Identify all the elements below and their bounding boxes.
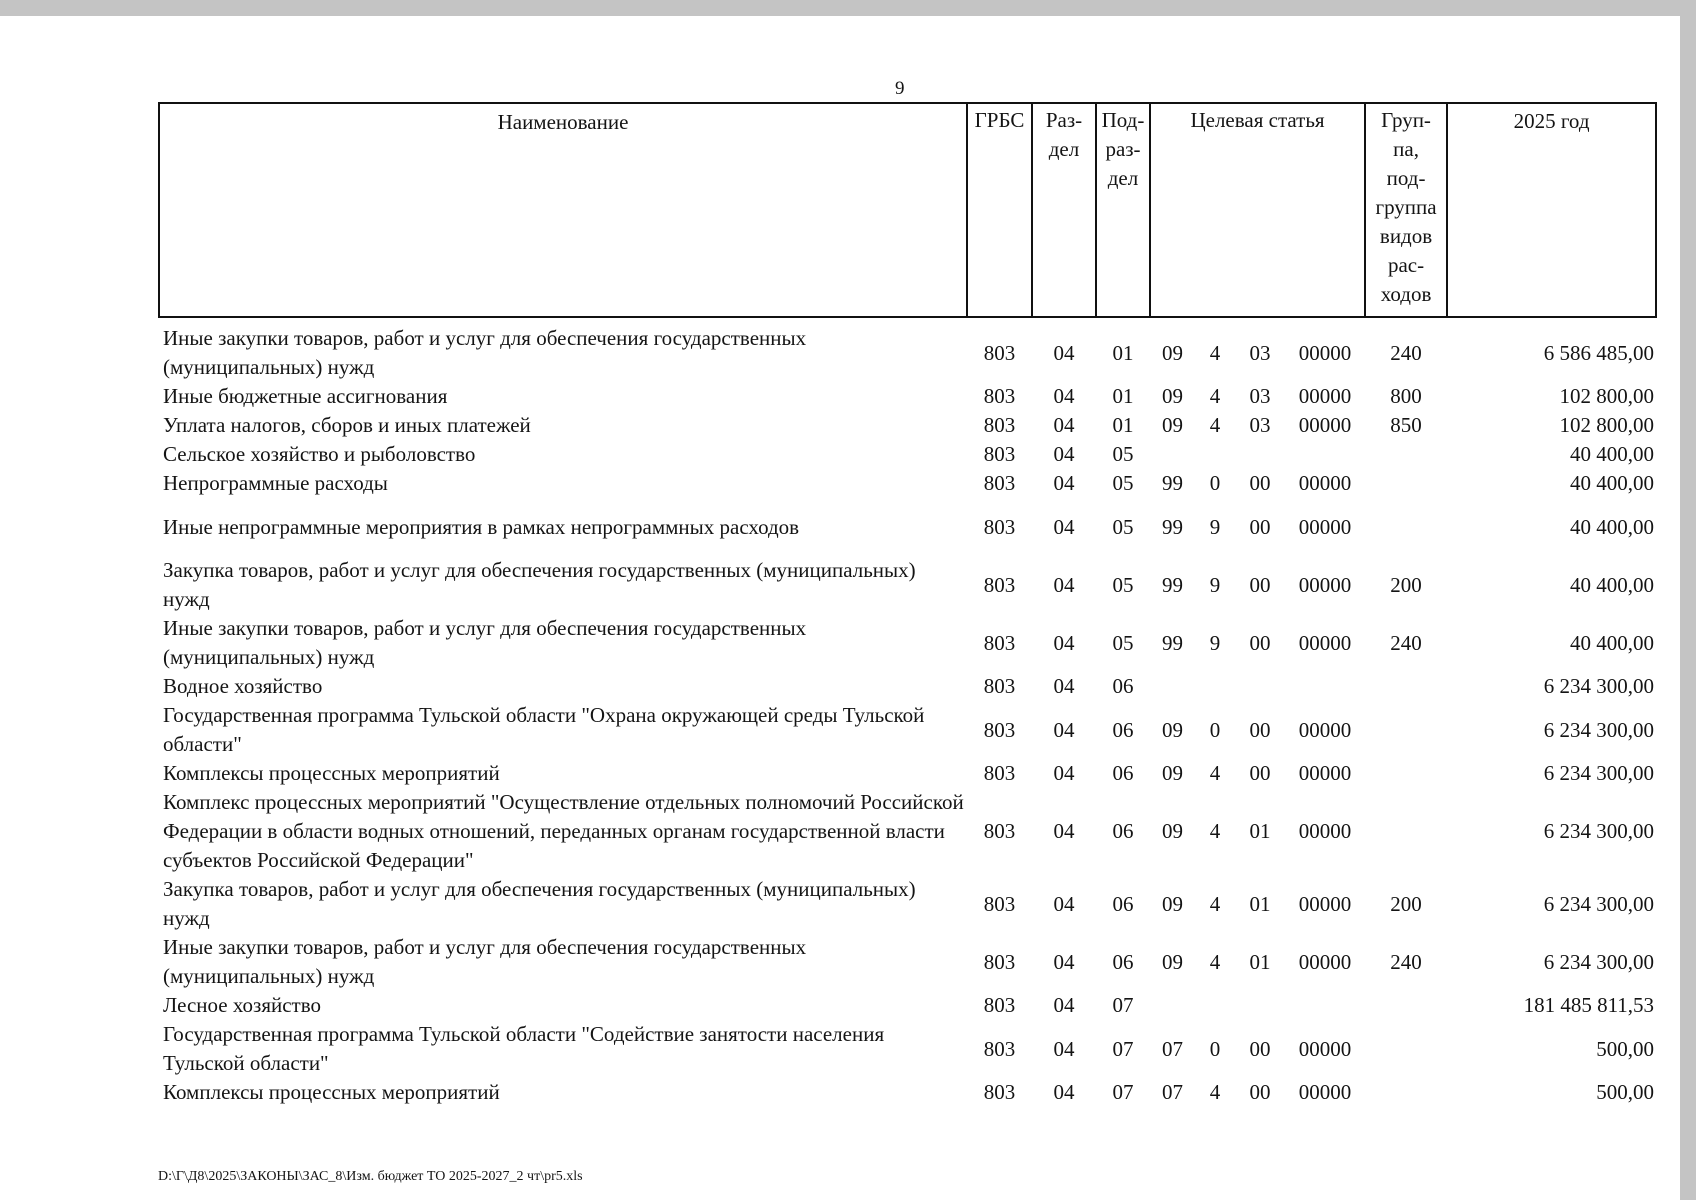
cell-cs3: 00 xyxy=(1249,717,1271,742)
cell-cs4: 00000 xyxy=(1298,819,1352,843)
cell-cs2: 4 xyxy=(1209,949,1221,974)
cell-cs4: 00000 xyxy=(1298,891,1352,916)
cell-cs2 xyxy=(1195,991,1235,1020)
cell-grbs: 803 xyxy=(983,384,1016,408)
cell-cs4: 00000 xyxy=(1298,761,1352,785)
cell-cs1: 09 xyxy=(1162,891,1183,916)
header-amount: 2025 год xyxy=(1447,103,1656,317)
cell-podrazdel: 06 xyxy=(1112,674,1134,698)
cell-cs1: 09 xyxy=(1162,340,1183,365)
cell-name: Иные закупки товаров, работ и услуг для обеспечения государственных (муниципальных) нужд xyxy=(163,616,807,669)
cell-amount: 40 400,00 xyxy=(1570,442,1655,466)
cell-amount: 40 400,00 xyxy=(1570,572,1655,597)
cell-name: Государственная программа Тульской области "Охрана окружающей среды Тульской области" xyxy=(163,703,925,756)
cell-cs2: 0 xyxy=(1209,1036,1221,1061)
cell-name: Комплексы процессных мероприятий xyxy=(163,1080,500,1104)
cell-razdel: 04 xyxy=(1053,891,1075,916)
cell-name: Непрограммные расходы xyxy=(163,471,388,495)
cell-cs1 xyxy=(1150,440,1195,469)
cell-cs2: 4 xyxy=(1209,1080,1221,1104)
cell-amount: 102 800,00 xyxy=(1559,413,1655,437)
cell-cs1: 09 xyxy=(1162,819,1183,843)
cell-cs4: 00000 xyxy=(1298,949,1352,974)
cell-group: 800 xyxy=(1390,384,1422,408)
cell-grbs: 803 xyxy=(983,674,1016,698)
cell-cs3 xyxy=(1235,440,1285,469)
cell-group xyxy=(1365,759,1447,788)
table-row xyxy=(159,991,1656,1020)
cell-grbs: 803 xyxy=(983,891,1016,916)
cell-cs3: 00 xyxy=(1249,761,1271,785)
cell-cs2 xyxy=(1195,440,1235,469)
cell-cs1 xyxy=(1150,672,1195,701)
cell-cs3: 03 xyxy=(1249,340,1271,365)
cell-cs4: 00000 xyxy=(1298,717,1352,742)
cell-grbs: 803 xyxy=(983,471,1016,495)
cell-group xyxy=(1365,440,1447,469)
cell-cs2: 4 xyxy=(1209,819,1221,843)
cell-cs3 xyxy=(1235,991,1285,1020)
cell-group xyxy=(1365,469,1447,498)
cell-amount: 102 800,00 xyxy=(1559,384,1655,408)
cell-grbs: 803 xyxy=(983,572,1016,597)
cell-group: 240 xyxy=(1390,630,1422,655)
table-row xyxy=(159,411,1656,440)
table-row xyxy=(159,875,1656,933)
cell-razdel: 04 xyxy=(1053,340,1075,365)
table-row xyxy=(159,382,1656,411)
cell-cs4: 00000 xyxy=(1298,514,1352,539)
cell-podrazdel: 01 xyxy=(1112,384,1134,408)
cell-grbs: 803 xyxy=(983,340,1016,365)
cell-cs2: 4 xyxy=(1209,340,1221,365)
table-row xyxy=(159,788,1656,875)
cell-podrazdel: 07 xyxy=(1112,1036,1134,1061)
cell-amount: 6 234 300,00 xyxy=(1543,717,1655,742)
budget-table xyxy=(158,102,1657,1107)
table-row xyxy=(159,317,1656,382)
cell-name: Водное хозяйство xyxy=(163,674,323,698)
cell-amount: 500,00 xyxy=(1596,1080,1655,1104)
cell-cs2 xyxy=(1195,672,1235,701)
cell-cs4: 00000 xyxy=(1298,384,1352,408)
cell-podrazdel: 05 xyxy=(1112,442,1134,466)
cell-group xyxy=(1365,788,1447,875)
table-row xyxy=(159,1020,1656,1078)
table-row xyxy=(159,701,1656,759)
cell-cs1: 09 xyxy=(1162,413,1183,437)
cell-podrazdel: 06 xyxy=(1112,761,1134,785)
table-row xyxy=(159,556,1656,614)
cell-razdel: 04 xyxy=(1053,717,1075,742)
cell-cs2: 9 xyxy=(1209,572,1221,597)
cell-razdel: 04 xyxy=(1053,471,1075,495)
cell-cs3: 00 xyxy=(1249,572,1271,597)
cell-group: 240 xyxy=(1390,949,1422,974)
table-row xyxy=(159,1078,1656,1107)
cell-group: 200 xyxy=(1390,572,1422,597)
cell-group xyxy=(1365,1020,1447,1078)
table-row xyxy=(159,440,1656,469)
cell-cs3: 00 xyxy=(1249,514,1271,539)
cell-cs3 xyxy=(1235,672,1285,701)
cell-name: Комплексы процессных мероприятий xyxy=(163,761,500,785)
cell-name: Иные непрограммные мероприятия в рамках непрограммных расходов xyxy=(163,514,800,539)
cell-cs1 xyxy=(1150,991,1195,1020)
header-group: Груп- па, под- группа видов рас- ходов xyxy=(1365,103,1447,317)
cell-podrazdel: 01 xyxy=(1112,340,1134,365)
cell-amount: 6 234 300,00 xyxy=(1543,891,1655,916)
cell-grbs: 803 xyxy=(983,630,1016,655)
cell-razdel: 04 xyxy=(1053,993,1075,1017)
cell-cs4: 00000 xyxy=(1298,413,1352,437)
cell-grbs: 803 xyxy=(983,993,1016,1017)
cell-cs4: 00000 xyxy=(1298,572,1352,597)
header-target-article: Целевая статья xyxy=(1150,103,1365,317)
cell-razdel: 04 xyxy=(1053,1036,1075,1061)
cell-grbs: 803 xyxy=(983,717,1016,742)
cell-cs1: 09 xyxy=(1162,761,1183,785)
cell-podrazdel: 05 xyxy=(1112,572,1134,597)
cell-cs4: 00000 xyxy=(1298,1080,1352,1104)
cell-cs4: 00000 xyxy=(1298,1036,1352,1061)
cell-amount: 6 234 300,00 xyxy=(1543,761,1655,785)
table-row xyxy=(159,614,1656,672)
cell-cs3: 03 xyxy=(1249,413,1271,437)
cell-group xyxy=(1365,498,1447,556)
table-row xyxy=(159,759,1656,788)
cell-cs3: 00 xyxy=(1249,630,1271,655)
cell-group xyxy=(1365,701,1447,759)
cell-cs1: 09 xyxy=(1162,384,1183,408)
cell-cs3: 01 xyxy=(1249,891,1271,916)
cell-razdel: 04 xyxy=(1053,761,1075,785)
cell-name: Сельское хозяйство и рыболовство xyxy=(163,442,476,466)
cell-cs4 xyxy=(1285,672,1365,701)
cell-cs1: 09 xyxy=(1162,717,1183,742)
cell-podrazdel: 07 xyxy=(1112,1080,1134,1104)
cell-cs2: 4 xyxy=(1209,384,1221,408)
cell-razdel: 04 xyxy=(1053,674,1075,698)
cell-razdel: 04 xyxy=(1053,1080,1075,1104)
cell-razdel: 04 xyxy=(1053,819,1075,843)
cell-cs4 xyxy=(1285,440,1365,469)
document-page xyxy=(0,16,1680,1200)
cell-name: Государственная программа Тульской области "Содействие занятости населения Тульской области" xyxy=(163,1022,885,1075)
cell-group: 240 xyxy=(1390,340,1422,365)
cell-cs3: 00 xyxy=(1249,471,1271,495)
cell-grbs: 803 xyxy=(983,442,1016,466)
cell-group xyxy=(1365,1078,1447,1107)
cell-podrazdel: 07 xyxy=(1112,993,1134,1017)
cell-name: Закупка товаров, работ и услуг для обеспечения государственных (муниципальных) нужд xyxy=(163,558,916,611)
cell-cs2: 4 xyxy=(1209,891,1221,916)
cell-cs3: 00 xyxy=(1249,1080,1271,1104)
cell-cs1: 99 xyxy=(1162,572,1183,597)
cell-cs2: 4 xyxy=(1209,413,1221,437)
cell-podrazdel: 06 xyxy=(1112,717,1134,742)
cell-podrazdel: 05 xyxy=(1112,630,1134,655)
header-razdel: Раз- дел xyxy=(1032,103,1096,317)
cell-podrazdel: 05 xyxy=(1112,471,1134,495)
cell-cs3: 03 xyxy=(1249,384,1271,408)
footer-file-path: D:\Г\Д8\2025\ЗАКОНЫ\ЗАС_8\Изм. бюджет ТО 2025-2027_2 чт\pr5.xls xyxy=(158,1169,583,1184)
page-number: 9 xyxy=(895,78,905,99)
table-row xyxy=(159,469,1656,498)
cell-podrazdel: 06 xyxy=(1112,949,1134,974)
cell-cs4: 00000 xyxy=(1298,630,1352,655)
cell-razdel: 04 xyxy=(1053,442,1075,466)
table-row xyxy=(159,933,1656,991)
cell-group: 850 xyxy=(1390,413,1422,437)
cell-cs4: 00000 xyxy=(1298,340,1352,365)
cell-cs1: 07 xyxy=(1162,1036,1183,1061)
cell-group xyxy=(1365,991,1447,1020)
cell-amount: 6 586 485,00 xyxy=(1543,340,1655,365)
header-grbs: ГРБС xyxy=(967,103,1032,317)
cell-cs1: 99 xyxy=(1162,514,1183,539)
cell-cs3: 01 xyxy=(1249,819,1271,843)
table-body xyxy=(159,317,1656,1107)
cell-name: Лесное хозяйство xyxy=(163,993,321,1017)
header-name: Наименование xyxy=(159,103,967,317)
cell-cs4 xyxy=(1285,991,1365,1020)
table-header-row xyxy=(159,103,1656,317)
cell-cs1: 99 xyxy=(1162,471,1183,495)
cell-cs2: 9 xyxy=(1209,514,1221,539)
cell-name: Иные закупки товаров, работ и услуг для обеспечения государственных (муниципальных) нужд xyxy=(163,935,807,988)
cell-razdel: 04 xyxy=(1053,572,1075,597)
cell-amount: 40 400,00 xyxy=(1570,471,1655,495)
cell-name: Закупка товаров, работ и услуг для обеспечения государственных (муниципальных) нужд xyxy=(163,877,916,930)
cell-podrazdel: 06 xyxy=(1112,819,1134,843)
cell-cs3: 00 xyxy=(1249,1036,1271,1061)
cell-cs2: 0 xyxy=(1209,471,1221,495)
cell-amount: 6 234 300,00 xyxy=(1543,674,1655,698)
cell-podrazdel: 01 xyxy=(1112,413,1134,437)
cell-grbs: 803 xyxy=(983,413,1016,437)
cell-grbs: 803 xyxy=(983,514,1016,539)
cell-cs1: 99 xyxy=(1162,630,1183,655)
cell-razdel: 04 xyxy=(1053,630,1075,655)
cell-group xyxy=(1365,672,1447,701)
cell-amount: 6 234 300,00 xyxy=(1543,949,1655,974)
cell-name: Уплата налогов, сборов и иных платежей xyxy=(163,413,531,437)
cell-razdel: 04 xyxy=(1053,413,1075,437)
cell-grbs: 803 xyxy=(983,761,1016,785)
cell-cs3: 01 xyxy=(1249,949,1271,974)
cell-podrazdel: 05 xyxy=(1112,514,1134,539)
cell-cs1: 07 xyxy=(1162,1080,1183,1104)
cell-grbs: 803 xyxy=(983,949,1016,974)
cell-grbs: 803 xyxy=(983,819,1016,843)
cell-name: Комплекс процессных мероприятий "Осуществление отдельных полномочий Российской Федерации в области водных отношений, переданных органам государственной власти субъектов Российской Федерации" xyxy=(163,790,964,872)
cell-podrazdel: 06 xyxy=(1112,891,1134,916)
cell-amount: 6 234 300,00 xyxy=(1543,819,1655,843)
cell-cs1: 09 xyxy=(1162,949,1183,974)
cell-name: Иные закупки товаров, работ и услуг для обеспечения государственных (муниципальных) нужд xyxy=(163,326,807,379)
cell-name: Иные бюджетные ассигнования xyxy=(163,384,448,408)
header-podrazdel: Под- раз- дел xyxy=(1096,103,1150,317)
cell-razdel: 04 xyxy=(1053,949,1075,974)
cell-cs4: 00000 xyxy=(1298,471,1352,495)
table-row xyxy=(159,498,1656,556)
cell-amount: 40 400,00 xyxy=(1570,514,1655,539)
cell-amount: 181 485 811,53 xyxy=(1523,993,1655,1017)
table-row xyxy=(159,672,1656,701)
cell-amount: 500,00 xyxy=(1596,1036,1655,1061)
cell-grbs: 803 xyxy=(983,1080,1016,1104)
cell-group: 200 xyxy=(1390,891,1422,916)
cell-razdel: 04 xyxy=(1053,514,1075,539)
cell-amount: 40 400,00 xyxy=(1570,630,1655,655)
cell-cs2: 0 xyxy=(1209,717,1221,742)
cell-razdel: 04 xyxy=(1053,384,1075,408)
cell-cs2: 4 xyxy=(1209,761,1221,785)
cell-cs2: 9 xyxy=(1209,630,1221,655)
cell-grbs: 803 xyxy=(983,1036,1016,1061)
